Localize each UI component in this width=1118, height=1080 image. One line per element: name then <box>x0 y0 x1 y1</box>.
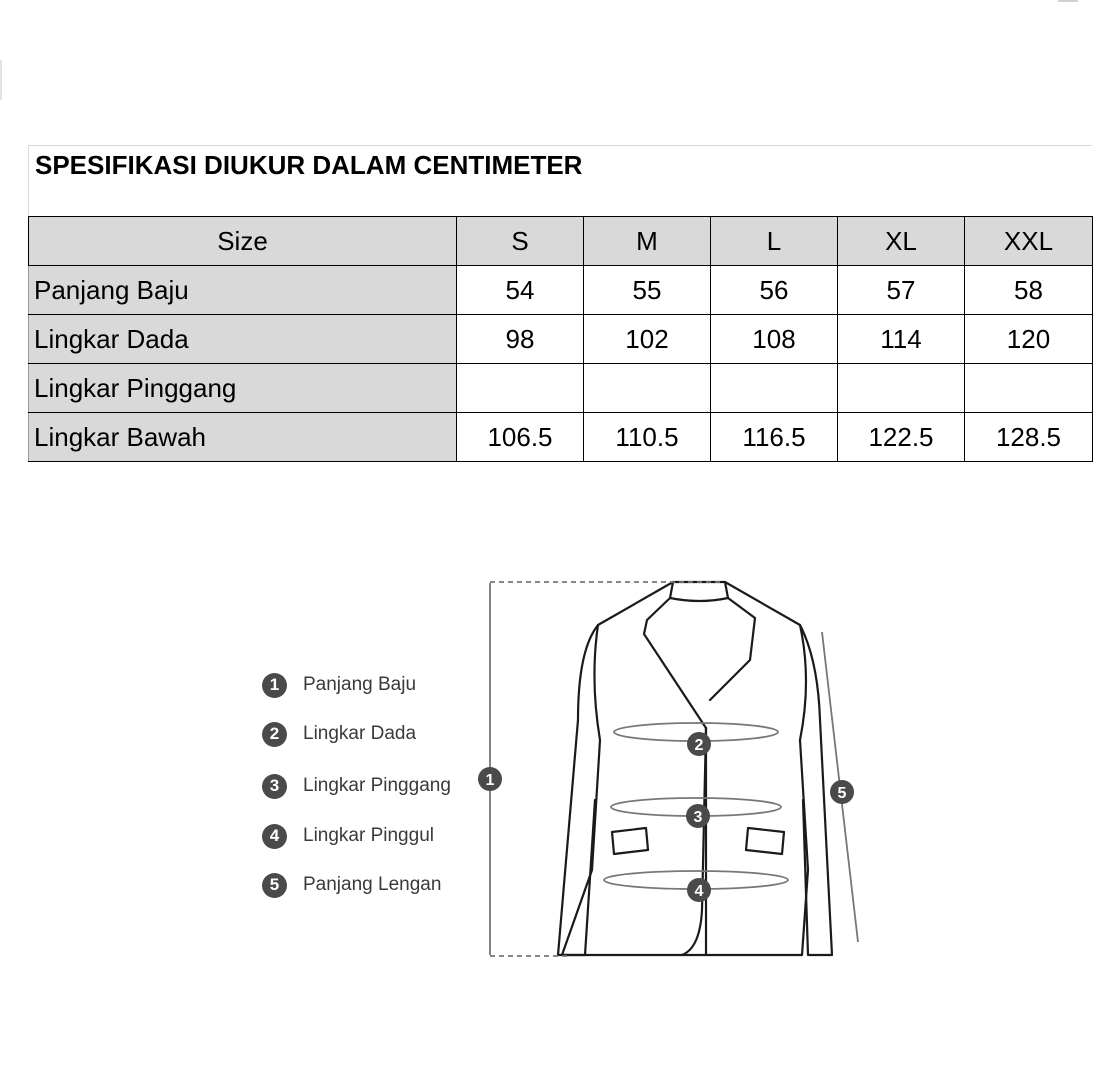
jacket-diagram <box>470 570 870 970</box>
collar-stand <box>670 582 728 601</box>
legend-item <box>262 672 416 698</box>
table-cell: 114 <box>838 315 965 364</box>
table-cell: 57 <box>838 266 965 315</box>
marker-3 <box>686 804 710 828</box>
row-label: Lingkar Pinggang <box>29 364 457 413</box>
left-sleeve <box>558 625 598 955</box>
legend-number: 2 <box>262 722 287 747</box>
header-size-xxl: XXL <box>965 217 1093 266</box>
right-pocket <box>746 828 784 854</box>
table-cell <box>838 364 965 413</box>
row-label: Panjang Baju <box>29 266 457 315</box>
row-label: Lingkar Bawah <box>29 413 457 462</box>
table-cell: 58 <box>965 266 1093 315</box>
marker-label: 4 <box>694 883 704 900</box>
header-size-s: S <box>457 217 584 266</box>
header-size-xl: XL <box>838 217 965 266</box>
page-title: SPESIFIKASI DIUKUR DALAM CENTIMETER <box>35 150 583 180</box>
body-left <box>562 582 706 955</box>
table-cell: 120 <box>965 315 1093 364</box>
legend-label: Lingkar Pinggang <box>303 775 451 796</box>
left-pocket <box>612 828 648 854</box>
table-cell: 106.5 <box>457 413 584 462</box>
table-header-row <box>29 217 1093 266</box>
legend-label: Lingkar Pinggul <box>303 825 434 846</box>
legend-item <box>262 823 434 849</box>
diagram-markers <box>478 732 854 902</box>
front-edge <box>682 728 706 955</box>
table-cell: 98 <box>457 315 584 364</box>
marker-5 <box>830 780 854 804</box>
table-cell: 108 <box>711 315 838 364</box>
table-cell <box>584 364 711 413</box>
row-label: Lingkar Dada <box>29 315 457 364</box>
table-row <box>29 266 1093 315</box>
table-cell <box>965 364 1093 413</box>
table-cell: 54 <box>457 266 584 315</box>
table-cell: 56 <box>711 266 838 315</box>
table-cell: 128.5 <box>965 413 1093 462</box>
legend-number: 5 <box>262 873 287 898</box>
corner-mark <box>1058 0 1078 2</box>
table-cell: 122.5 <box>838 413 965 462</box>
legend-label: Panjang Baju <box>303 674 417 695</box>
table-cell: 116.5 <box>711 413 838 462</box>
legend-label: Panjang Lengan <box>303 874 442 895</box>
legend-item <box>262 773 451 799</box>
header-size-l: L <box>711 217 838 266</box>
left-lapel <box>644 598 706 728</box>
table-row <box>29 315 1093 364</box>
marker-label: 2 <box>694 737 704 754</box>
table-row <box>29 364 1093 413</box>
header-size-m: M <box>584 217 711 266</box>
legend-item <box>262 872 441 898</box>
header-size-label: Size <box>29 217 457 266</box>
legend-number: 1 <box>262 673 287 698</box>
body-right <box>706 582 808 955</box>
title-box <box>28 145 1092 216</box>
table-cell: 102 <box>584 315 711 364</box>
table-cell <box>711 364 838 413</box>
marker-label: 1 <box>485 772 495 789</box>
size-table <box>28 216 1093 462</box>
right-lapel <box>710 598 755 700</box>
marker-1 <box>478 767 502 791</box>
marker-label: 3 <box>693 809 703 826</box>
legend-label: Lingkar Dada <box>303 723 417 744</box>
legend-number: 3 <box>262 774 287 799</box>
marker-2 <box>687 732 711 756</box>
side-mark <box>0 60 2 100</box>
marker-label: 5 <box>837 785 847 802</box>
table-cell: 55 <box>584 266 711 315</box>
table-cell: 110.5 <box>584 413 711 462</box>
legend-item <box>262 721 416 747</box>
marker-4 <box>687 878 711 902</box>
table-row <box>29 413 1093 462</box>
table-cell <box>457 364 584 413</box>
legend-number: 4 <box>262 824 287 849</box>
